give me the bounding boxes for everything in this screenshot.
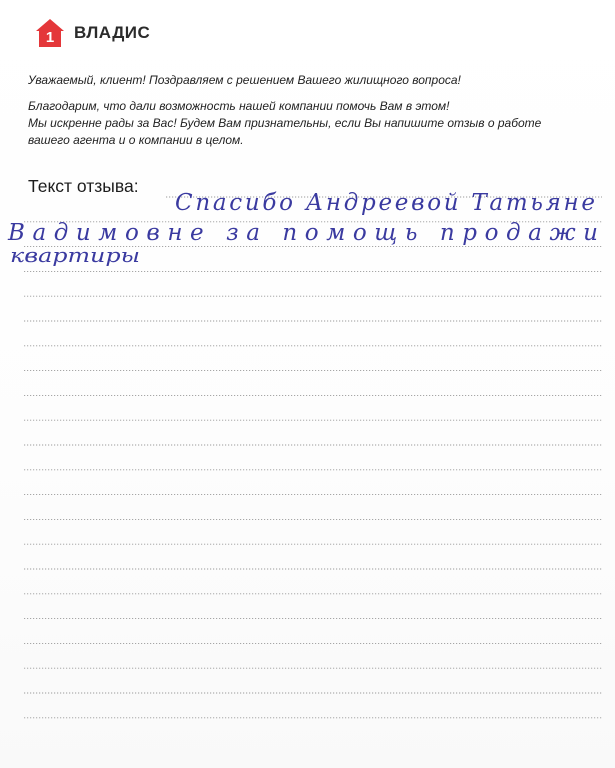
intro-line-request-cont: вашего агента и о компании в целом.: [28, 133, 244, 147]
handwriting-line-3: квартиры: [10, 243, 140, 267]
intro-line-request: Мы искренне рады за Вас! Будем Вам признательны, если Вы напишите отзыв о работе: [28, 116, 542, 130]
intro-line-thanks: Благодарим, что дали возможность нашей компании помочь Вам в этом!: [28, 99, 450, 113]
intro-line-congrats: Уважаемый, клиент! Поздравляем с решением Вашего жилищного вопроса!: [28, 73, 461, 87]
logo-mark-digit: 1: [45, 29, 55, 46]
handwriting-line-1: Спасибо Андреевой Татьяне: [175, 190, 595, 216]
logo-text: ВЛАДИС: [74, 23, 151, 42]
handwriting-line-2: Вадимовне за помощь продажи: [8, 220, 598, 246]
review-heading: Текст отзыва:: [28, 176, 139, 196]
